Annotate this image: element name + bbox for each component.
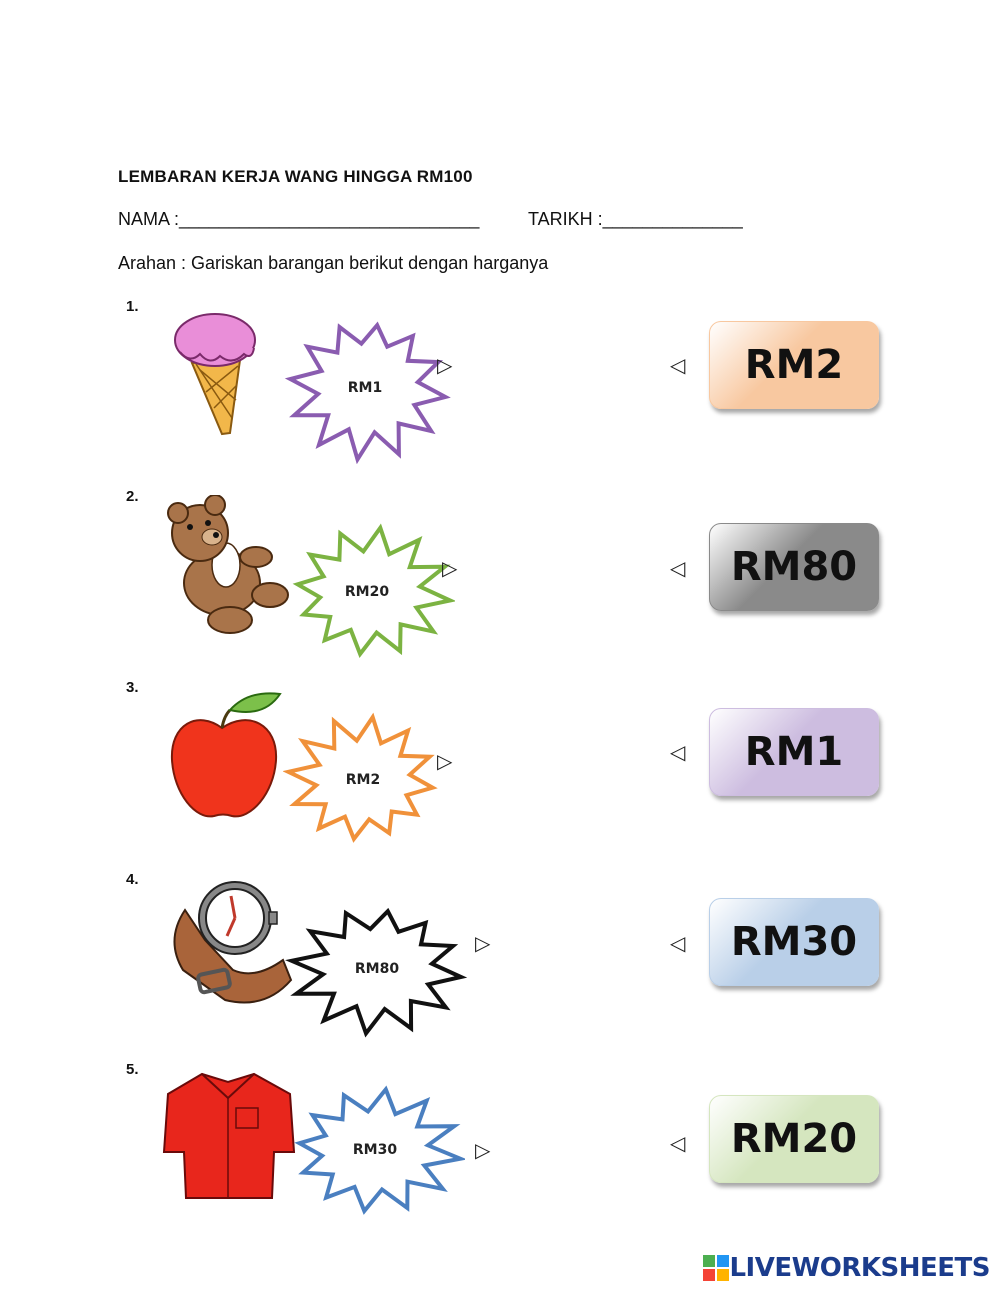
item-number-2: 2. bbox=[126, 488, 139, 505]
answer-anchor-arrow-1[interactable]: ◁ bbox=[670, 355, 686, 377]
star-price-2: RM20 bbox=[344, 584, 390, 600]
star-price-4: RM80 bbox=[354, 961, 400, 977]
star-price-3: RM2 bbox=[345, 772, 381, 788]
answer-price-2[interactable]: RM80 bbox=[709, 523, 879, 611]
date-blank[interactable]: ______________ bbox=[602, 209, 743, 229]
answer-price-3[interactable]: RM1 bbox=[709, 708, 879, 796]
answer-anchor-arrow-3[interactable]: ◁ bbox=[670, 742, 686, 764]
teddy-bear-icon bbox=[160, 495, 290, 635]
item-number-5: 5. bbox=[126, 1061, 139, 1078]
star-price-5: RM30 bbox=[352, 1142, 398, 1158]
answer-price-1[interactable]: RM2 bbox=[709, 321, 879, 409]
item-anchor-arrow-4[interactable]: ▷ bbox=[475, 933, 491, 955]
starburst-3 bbox=[283, 712, 443, 848]
item-anchor-arrow-3[interactable]: ▷ bbox=[437, 751, 453, 773]
item-anchor-arrow-2[interactable]: ▷ bbox=[442, 558, 458, 580]
brand-logo bbox=[703, 1253, 990, 1283]
answer-price-5[interactable]: RM20 bbox=[709, 1095, 879, 1183]
brand-blocks-icon bbox=[703, 1255, 729, 1281]
star-price-1: RM1 bbox=[347, 380, 383, 396]
name-label: NAMA : bbox=[118, 209, 180, 229]
item-number-1: 1. bbox=[126, 298, 139, 315]
worksheet-title: LEMBARAN KERJA WANG HINGGA RM100 bbox=[118, 167, 473, 186]
name-blank[interactable]: ______________________________ bbox=[179, 209, 480, 229]
item-number-4: 4. bbox=[126, 871, 139, 888]
starburst-4 bbox=[285, 900, 470, 1038]
answer-price-4[interactable]: RM30 bbox=[709, 898, 879, 986]
apple-icon bbox=[168, 690, 283, 820]
answer-anchor-arrow-2[interactable]: ◁ bbox=[670, 558, 686, 580]
date-label: TARIKH : bbox=[528, 209, 603, 229]
starburst-1 bbox=[283, 312, 453, 464]
item-number-3: 3. bbox=[126, 679, 139, 696]
answer-anchor-arrow-5[interactable]: ◁ bbox=[670, 1133, 686, 1155]
answer-anchor-arrow-4[interactable]: ◁ bbox=[670, 933, 686, 955]
ice-cream-icon bbox=[170, 308, 260, 438]
brand-name: LIVEWORKSHEETS bbox=[729, 1253, 990, 1283]
starburst-2 bbox=[285, 522, 458, 662]
item-anchor-arrow-5[interactable]: ▷ bbox=[475, 1140, 491, 1162]
name-row bbox=[118, 209, 479, 230]
instructions: Arahan : Gariskan barangan berikut dengan harganya bbox=[118, 253, 549, 273]
starburst-5 bbox=[285, 1083, 465, 1218]
date-row bbox=[528, 209, 743, 230]
item-anchor-arrow-1[interactable]: ▷ bbox=[437, 355, 453, 377]
shirt-icon bbox=[162, 1068, 297, 1203]
watch-icon bbox=[165, 880, 295, 1010]
